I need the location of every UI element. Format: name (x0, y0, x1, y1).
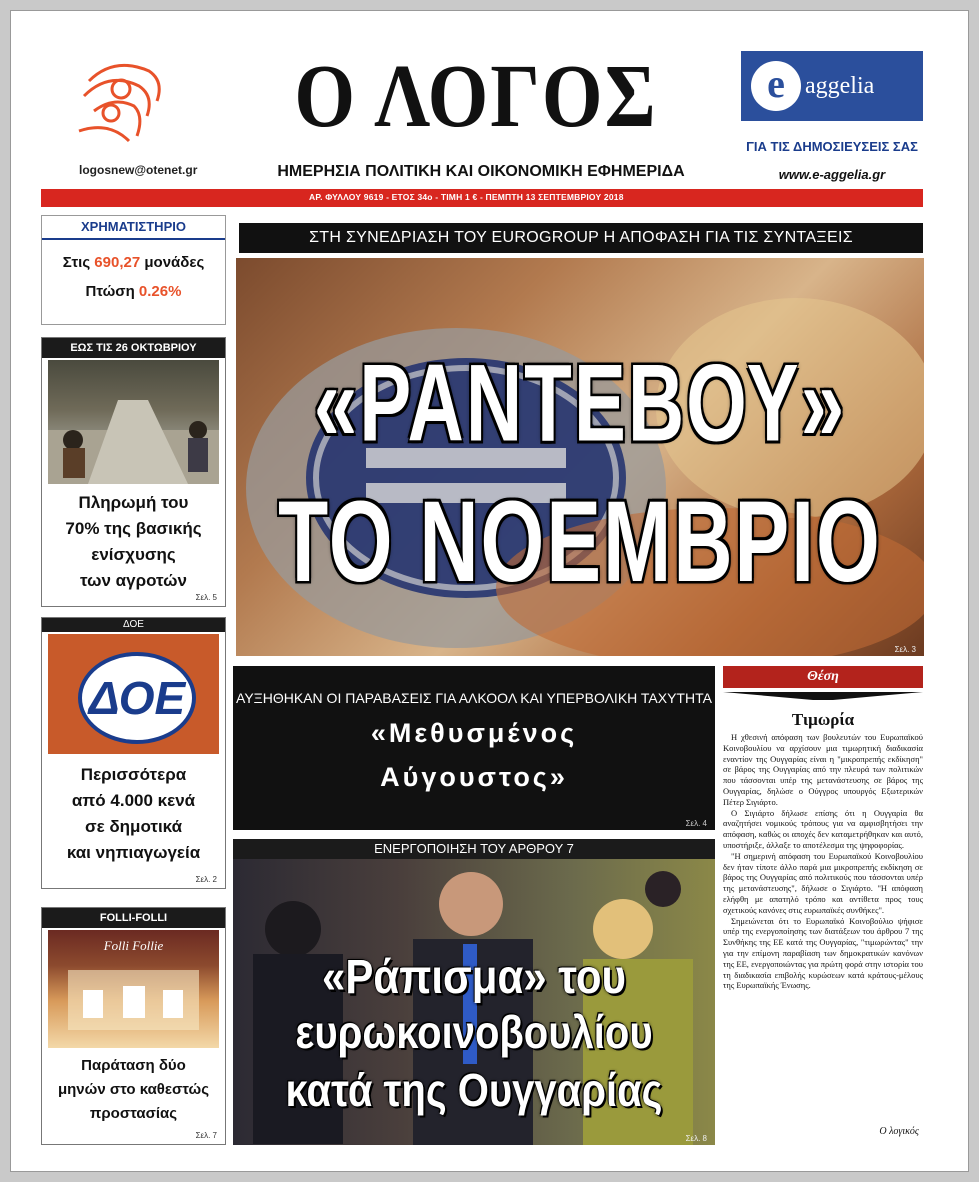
side-story-line: Παράταση δύο (81, 1057, 186, 1074)
doe-logo-image (48, 634, 219, 754)
side-story-header: ΔΟΕ (42, 618, 225, 632)
story-headline-line-2: Αύγουστος» (380, 762, 568, 792)
masthead-emblem (69, 51, 179, 151)
side-story-farmers (41, 337, 226, 607)
column-paragraph: "Η σημερινή απόφαση του Ευρωπαϊκού Κοινοβουλίου δεν ήταν τίποτε άλλο παρά μια μικροπρεπής εκδίκηση σε βάρος της Ουγγαρίας από πολιτικούς που τάσσονται υπέρ της μετανάστευσης", δήλωσε ο Σιγιάρτο. "Η απόφαση ελήφθη με απατηλό τρόπο και αντίθετα προς τους σχετικούς κανόνες στις ευρωπαϊκές συνθήκες". (723, 850, 923, 915)
stock-line-1 (42, 254, 225, 271)
hungary-story (233, 859, 715, 1145)
side-story-line: από 4.000 κενά (71, 791, 196, 810)
lead-hero-image (236, 258, 924, 656)
page-reference: Σελ. 8 (685, 1134, 707, 1143)
folli-store-photo (48, 930, 219, 1048)
stock-line-1-suffix: μονάδες (140, 254, 205, 271)
side-story-text (42, 1054, 225, 1126)
folli-sign-text: Folli Follie (103, 938, 164, 953)
stock-line-2 (42, 283, 225, 300)
side-story-folli (41, 907, 226, 1145)
column-divider (723, 692, 923, 700)
side-story-line: μηνών στο καθεστώς (57, 1081, 210, 1098)
issue-bar (41, 189, 923, 207)
newspaper-page (10, 10, 969, 1172)
farmers-photo (48, 360, 219, 484)
story-headline-line-1: «Ράπισμα» του (322, 949, 626, 1004)
stock-box (41, 215, 226, 325)
stock-line-2-prefix: Πτώση (85, 283, 139, 300)
column-paragraph: Η χθεσινή απόφαση των βουλευτών του Ευρωπαϊκού Κοινοβουλίου να αρχίσουν μια τιμωρητική διαδικασία εναντίον της Ουγγαρίας είναι η "μικροπρεπής εκδίκηση" σε βάρος της Ουγγαρίας από την πλευρά των πολιτικών που τάσσονται υπέρ της μετανάστευσης σε βάρος της Ουγγαρίας, δηλώσε ο Ούγγρος υπουργός Εξωτερικών Πέτερ Σιγιάρτο. (723, 732, 923, 807)
masthead-title: Ο ΛΟΓΟΣ (294, 45, 658, 146)
side-story-line: ενίσχυσης (91, 545, 176, 564)
lead-headline-line-2: ΤΟ ΝΟΕΜΒΡΙΟ (278, 478, 882, 606)
column-tag: Θέση (723, 666, 923, 688)
issue-line: ΑΡ. ΦΥΛΛΟΥ 9619 - ΕΤΟΣ 34ο - ΤΙΜΗ 1 € - ΠΕΜΠΤΗ 13 ΣΕΠΤΕΜΒΡΙΟΥ 2018 (309, 192, 624, 202)
lead-headline-line-1: «ΡΑΝΤΕΒΟΥ» (313, 341, 847, 465)
side-story-text (42, 762, 225, 866)
eaggelia-url: www.e-aggelia.gr (778, 167, 886, 182)
story-headline-line-1: «Μεθυσμένος (370, 718, 578, 748)
hungary-story-header: ΕΝΕΡΓΟΠΟΙΗΣΗ ΤΟΥ ΑΡΘΡΟΥ 7 (233, 839, 715, 859)
column-body (723, 732, 923, 991)
story-kicker: ΑΥΞΗΘΗΚΑΝ ΟΙ ΠΑΡΑΒΑΣΕΙΣ ΓΙΑ ΑΛΚΟΟΛ ΚΑΙ ΥΠΕΡΒΟΛΙΚΗ ΤΑΧΥΤΗΤΑ (236, 690, 712, 706)
side-story-line: και νηπιαγωγεία (66, 843, 201, 862)
side-story-header: FOLLI-FOLLI (42, 908, 225, 928)
eaggelia-logo-word: aggelia (805, 73, 875, 99)
lead-banner: ΣΤΗ ΣΥΝΕΔΡΙΑΣΗ ΤΟΥ EUROGROUP Η ΑΠΟΦΑΣΗ ΓΙΑ ΤΙΣ ΣΥΝΤΑΞΕΙΣ (239, 223, 923, 253)
page-reference: Σελ. 4 (685, 819, 707, 828)
stock-change-value: 0.26% (138, 283, 182, 300)
doe-logo-text: ΔΟΕ (78, 652, 196, 744)
side-story-line: 70% της βασικής (65, 519, 202, 538)
side-story-line: προστασίας (89, 1105, 178, 1122)
eaggelia-logo-letter: e (751, 61, 801, 111)
stock-index-value: 690,27 (94, 254, 141, 271)
column-paragraph: Σημειώνεται ότι το Ευρωπαϊκό Κοινοβούλιο ψήφισε υπέρ της ενεργοποίησης των διατάξεων του άρθρου 7 της Συνθήκης της ΕΕ κατά της Ουγγαρίας, "τιμωρώντας" την για την επίμονη παραβίαση των δημοκρατικών κανόνων της ΕΕ, ενεργοποιώντας για πρώτη φορά στην ιστορία του τη διαδικασία επιβολής κυρώσεων κατά κράτους-μέλους της Ευρωπαϊκής Ένωσης. (723, 915, 923, 991)
column-signature: Ο λογικός (879, 1126, 919, 1137)
side-story-line: Περισσότερα (80, 765, 187, 784)
side-story-line: Πληρωμή του (78, 493, 189, 512)
story-headline-line-3: κατά της Ουγγαρίας (285, 1065, 663, 1117)
side-story-doe (41, 617, 226, 889)
drunk-august-story (233, 666, 715, 830)
masthead-subtitle: ΗΜΕΡΗΣΙΑ ΠΟΛΙΤΙΚΗ ΚΑΙ ΟΙΚΟΝΟΜΙΚΗ ΕΦΗΜΕΡΙΔΑ (277, 163, 685, 180)
column-title: Τιμωρία (791, 710, 855, 729)
eaggelia-ad (741, 51, 923, 121)
side-story-line: σε δημοτικά (84, 817, 183, 836)
stock-line-1-prefix: Στις (62, 254, 95, 271)
page-reference: Σελ. 7 (195, 1131, 217, 1140)
eaggelia-tagline: ΓΙΑ ΤΙΣ ΔΗΜΟΣΙΕΥΣΕΙΣ ΣΑΣ (746, 139, 918, 154)
column-paragraph: Ο Σιγιάρτο δήλωσε επίσης ότι η Ουγγαρία θα αναζητήσει νομικούς τρόπους για να αμφισβητήσει την απόφαση, καθώς οι αποχές δεν καταμετρήθηκαν και αυτό, υποστήριξε, άλλαξε το αποτέλεσμα της ψηφοφορίας. (723, 807, 923, 850)
side-story-text (42, 490, 225, 594)
side-story-header: ΕΩΣ ΤΙΣ 26 ΟΚΤΩΒΡΙΟΥ (42, 338, 225, 358)
page-reference: Σελ. 3 (894, 645, 916, 654)
page-reference: Σελ. 5 (195, 593, 217, 602)
page-reference: Σελ. 2 (195, 875, 217, 884)
email-text: logosnew@otenet.gr (79, 163, 198, 177)
story-headline-line-2: ευρωκοινοβουλίου (295, 1007, 653, 1059)
side-story-line: των αγροτών (80, 571, 187, 590)
stock-header: ΧΡΗΜΑΤΙΣΤΗΡΙΟ (42, 216, 225, 240)
